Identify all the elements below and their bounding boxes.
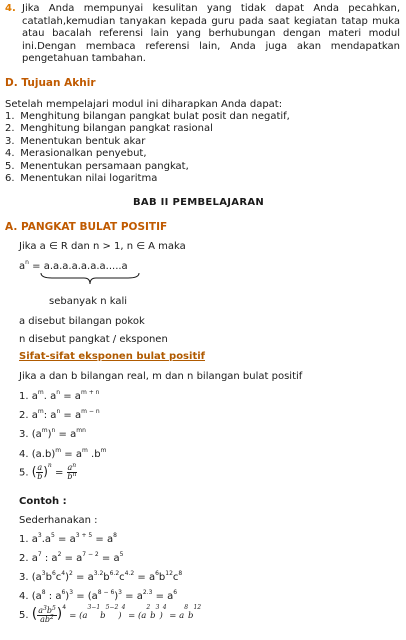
exponent-line: n disebut pangkat / eksponen	[19, 334, 168, 345]
section-a-title: A. PANGKAT BULAT POSITIF	[5, 221, 168, 233]
bab-title: BAB II PEMBELAJARAN	[133, 197, 265, 208]
example-5: 5. ( $\frac{a^3b^5}{ab^2}$ )$^4 = (a^{3-1}b^{5-2})^4 = (a^2b^3)^4 = a^8b^{12}$	[19, 604, 202, 624]
example-3: 3. $(a^3b^6c^4)^2 = a^{3.2}b^{6.2}c^{4.2} = a^6b^{12}c^8$	[19, 570, 183, 583]
basis-line: a disebut bilangan pokok	[19, 316, 145, 327]
list-item: 6. Menentukan nilai logaritma	[5, 172, 158, 184]
example-4: 4. ($a^8$ : $a^6)^3 = (a^{8 - 6})^3 = a^{2.3} = a^6$	[19, 589, 178, 602]
list-item: 2. Menghitung bilangan pangkat rasional	[5, 123, 213, 135]
property-4: 4. $(a.b)^m = a^m$ $.b^m$	[19, 447, 107, 460]
properties-title: Sifat-sifat eksponen bulat positif	[19, 351, 205, 362]
property-5: 5. ( $\frac{a}{b}$ )$^n$ = $\frac{a^n}{b^n}$	[19, 462, 77, 481]
section-d-list	[5, 111, 290, 185]
an-definition: $a^n = a.a.a.a.a.a.a.....a$	[19, 259, 128, 272]
brace-under	[40, 272, 140, 286]
contoh-title: Contoh :	[19, 496, 67, 507]
brace-label: sebanyak n kali	[49, 296, 128, 307]
list-item: 1. Menghitung bilangan pangkat bulat posit dan negatif,	[5, 111, 290, 122]
example-1: 1. $a^3.a^5 = a^{3 + 5} = a^8$	[19, 532, 117, 545]
properties-lead: Jika a dan b bilangan real, m dan n bilangan bulat positif	[19, 371, 303, 382]
property-2: 2. $a^m$: $a^n = a^{m - n}$	[19, 408, 100, 421]
list-item: 5. Menentukan persamaan pangkat,	[5, 160, 189, 172]
intro-item-number: 4.	[5, 3, 16, 14]
intro-item-text: Jika Anda mempunyai kesulitan yang tidak dapat Anda pecahkan, catatlah,kemudian tanyakan kepada guru pada saat kegiatan tatap muka atau bacalah referensi lain yang berhubungan dengan materi modul ini.Dengan membaca referensi lain, Anda juga akan mendapatkan pengetahuan tambahan.	[22, 3, 400, 65]
list-item: 4. Merasionalkan penyebut,	[5, 148, 147, 160]
definition-line: Jika a ∈ R dan n > 1, n ∈ A maka	[19, 241, 186, 252]
property-1: 1. $a^m$. $a^n = a^{m + n}$	[19, 389, 100, 402]
contoh-lead: Sederhanakan :	[19, 515, 98, 526]
list-item: 3. Menentukan bentuk akar	[5, 135, 146, 147]
example-2: 2. $a^7$ : $a^2 = a^{7 - 2} = a^5$	[19, 551, 124, 564]
section-d-title: D. Tujuan Akhir	[5, 77, 96, 89]
property-3: 3. $(a^m)^n = a^{mn}$	[19, 427, 86, 440]
section-d-lead: Setelah mempelajari modul ini diharapkan Anda dapat:	[5, 99, 283, 110]
